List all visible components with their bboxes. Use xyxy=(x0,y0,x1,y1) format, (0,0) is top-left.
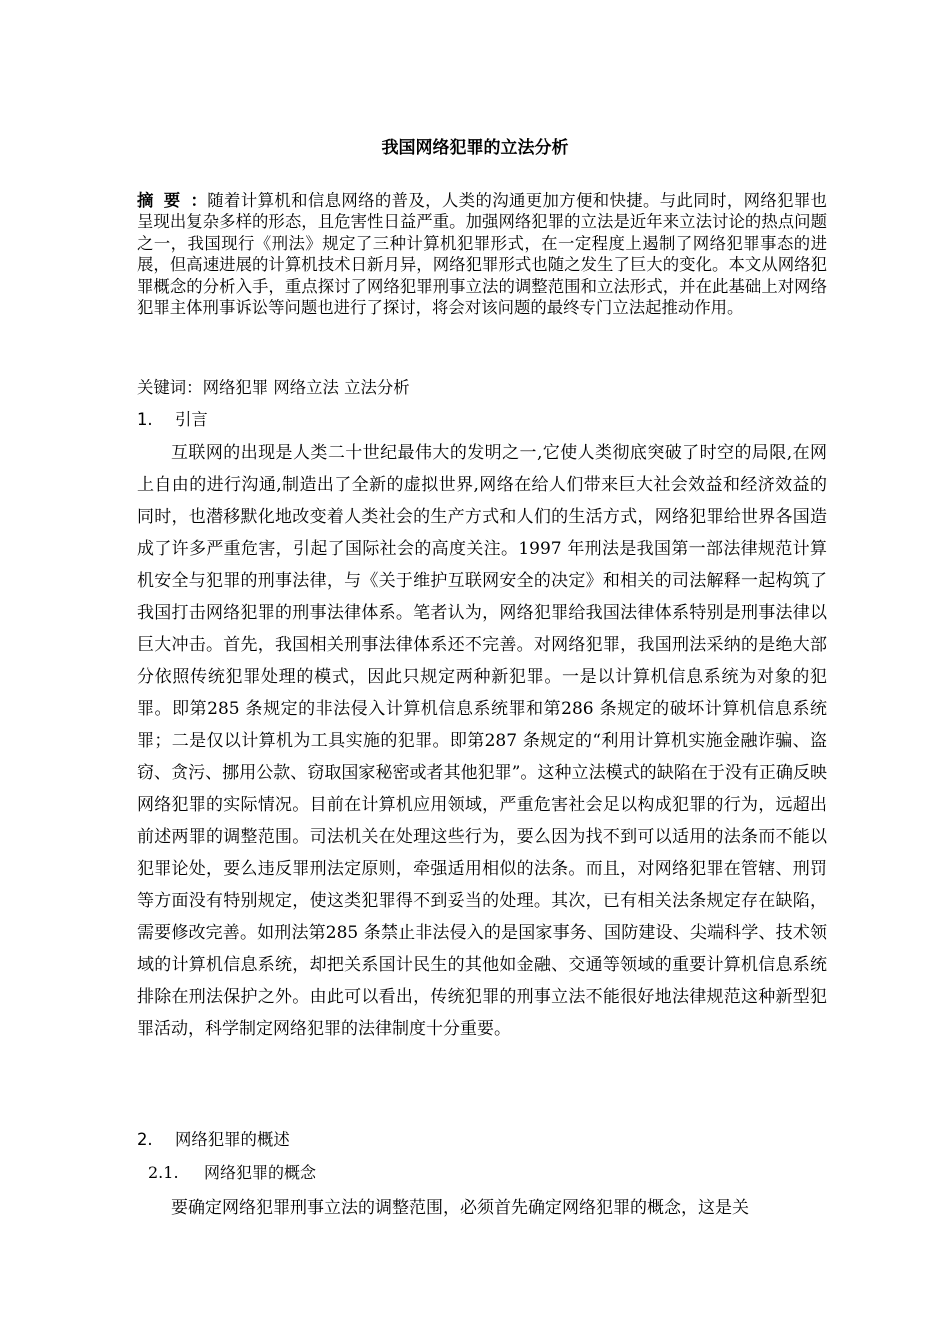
abstract-block xyxy=(137,190,827,318)
abstract-text: 随着计算机和信息网络的普及，人类的沟通更加方便和快捷。与此同时，网络犯罪也呈现出复杂多样的形态，且危害性日益严重。加强网络犯罪的立法是近年来立法讨论的热点问题之一，我国现行《刑法》规定了三种计算机犯罪形式，在一定程度上遏制了网络犯罪事态的进展，但高速进展的计算机技术日新月异，网络犯罪形式也随之发生了巨大的变化。本文从网络犯罪概念的分析入手，重点探讨了网络犯罪刑事立法的调整范围和立法形式，并在此基础上对网络犯罪主体刑事诉讼等问题也进行了探讨，将会对该问题的最终专门立法起推动作用。 xyxy=(137,191,828,318)
section-number: 2. xyxy=(137,1130,153,1149)
keywords-label: 关键词： xyxy=(137,378,203,397)
keywords-text: 网络犯罪 网络立法 立法分析 xyxy=(202,378,410,397)
subsection-paragraph-2-1: 要确定网络犯罪刑事立法的调整范围，必须首先确定网络犯罪的概念，这是关 xyxy=(171,1198,749,1218)
section-title: 网络犯罪的概述 xyxy=(175,1130,290,1149)
keywords-line xyxy=(137,376,827,400)
subsection-number: 2.1. xyxy=(148,1163,179,1182)
section-title: 引言 xyxy=(175,410,208,429)
section-paragraph-1: 互联网的出现是人类二十世纪最伟大的发明之一,它使人类彻底突破了时空的局限,在网上自由的进行沟通,制造出了全新的虚拟世界,网络在给人们带来巨大社会效益和经济效益的同时，也潜移默化地改变着人类社会的生产方式和人们的生活方式，网络犯罪给世界各国造成了许多严重危害，引起了国际社会的高度关注。1997 年刑法是我国第一部法律规范计算机安全与犯罪的刑事法律，与《关于维护互联网安全的决定》和相关的司法解释一起构筑了我国打击网络犯罪的刑事法律体系。笔者认为，网络犯罪给我国法律体系特别是刑事法律以巨大冲击。首先，我国相关刑事法律体系还不完善。对网络犯罪，我国刑法采纳的是绝大部分依照传统犯罪处理的模式，因此只规定两种新犯罪。一是以计算机信息系统为对象的犯罪。即第285 条规定的非法侵入计算机信息系统罪和第286 条规定的破坏计算机信息系统罪；二是仅以计算机为工具实施的犯罪。即第287 条规定的“利用计算机实施金融诈骗、盗窃、贪污、挪用公款、窃取国家秘密或者其他犯罪”。这种立法模式的缺陷在于没有正确反映网络犯罪的实际情况。目前在计算机应用领域，严重危害社会足以构成犯罪的行为，远超出前述两罪的调整范围。司法机关在处理这些行为，要么因为找不到可以适用的法条而不能以犯罪论处，要么违反罪刑法定原则，牵强适用相似的法条。而且，对网络犯罪在管辖、刑罚等方面没有特别规定，使这类犯罪得不到妥当的处理。其次，已有相关法条规定存在缺陷，需要修改完善。如刑法第285 条禁止非法侵入的是国家事务、国防建设、尖端科学、技术领域的计算机信息系统，却把关系国计民生的其他如金融、交通等领域的重要计算机信息系统排除在刑法保护之外。由此可以看出，传统犯罪的刑事立法不能很好地法律规范这种新型犯罪活动，科学制定网络犯罪的法律制度十分重要。 xyxy=(137,443,827,1039)
abstract-label: 摘要 xyxy=(137,191,191,210)
section-heading-2 xyxy=(137,1128,290,1152)
document-title: 我国网络犯罪的立法分析 xyxy=(381,138,569,158)
section-number: 1. xyxy=(137,410,153,429)
abstract-colon: ： xyxy=(190,191,208,210)
section-heading-1 xyxy=(137,408,208,432)
subsection-title: 网络犯罪的概念 xyxy=(204,1163,317,1182)
subsection-heading-2-1 xyxy=(148,1161,316,1185)
